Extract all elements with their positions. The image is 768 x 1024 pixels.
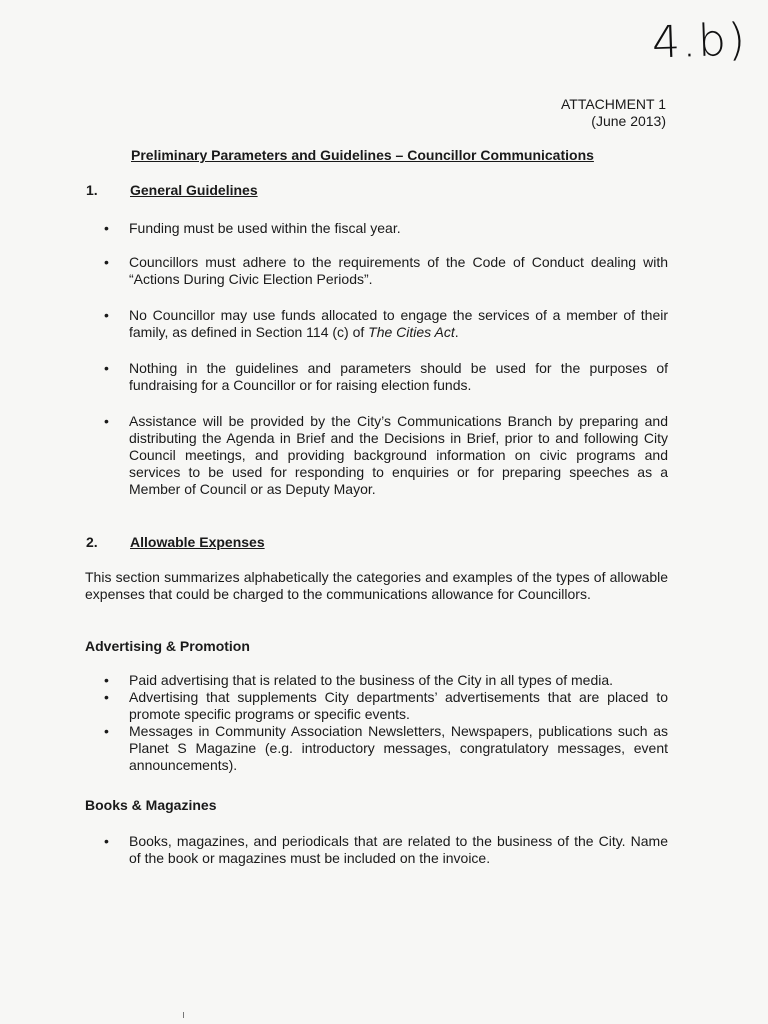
attachment-date: (June 2013) xyxy=(591,113,666,129)
attachment-label: ATTACHMENT 1 xyxy=(560,96,666,112)
section-2-intro: This section summarizes alphabetically the categories and examples of the types of allowable expenses that could be charged to the communications allowance for Councillors. xyxy=(85,569,668,602)
list-item: • Assistance will be provided by the City’s Communications Branch by preparing and distributing the Agenda in Brief and the Decisions in Brief, prior to and following City Council meetings, and providing background information on civic programs and services to be used for responding to enquiries or for preparing speeches as a Member of Council or as Deputy Mayor. xyxy=(104,413,668,498)
document-title: Preliminary Parameters and Guidelines – Councillor Communications xyxy=(131,147,594,163)
section-1-title: General Guidelines xyxy=(130,182,258,198)
section-1-number: 1. xyxy=(86,182,98,198)
act-name: The Cities Act xyxy=(368,324,455,340)
general-guidelines-list xyxy=(104,254,668,288)
attachment-header xyxy=(561,96,666,130)
books-heading: Books & Magazines xyxy=(85,797,217,813)
handwritten-annotation: 4.b) xyxy=(651,14,748,69)
list-item: • Councillors must adhere to the requirements of the Code of Conduct dealing with “Actions During Civic Election Periods”. xyxy=(104,254,668,288)
list-item: • Books, magazines, and periodicals that are related to the business of the City. Name of the book or magazines must be included on the invoice. xyxy=(104,833,668,867)
advertising-list xyxy=(104,672,668,774)
scan-mark xyxy=(183,1012,184,1018)
section-1-heading xyxy=(86,182,486,200)
advertising-heading: Advertising & Promotion xyxy=(85,638,250,654)
list-item: • Funding must be used within the fiscal year. xyxy=(104,220,668,237)
bullet-text: No Councillor may use funds allocated to engage the services of a member of their family, as defined in Section 114 (c) of xyxy=(129,307,668,340)
general-guidelines-list xyxy=(104,360,668,394)
general-guidelines-list xyxy=(104,413,668,498)
books-list xyxy=(104,833,668,867)
list-item: • Advertising that supplements City departments’ advertisements that are placed to promote specific programs or specific events. xyxy=(104,689,668,723)
section-2-number: 2. xyxy=(86,534,98,550)
list-item: • No Councillor may use funds allocated to engage the services of a member of their family, as defined in Section 114 (c) of The Cities Act. xyxy=(104,307,668,341)
section-2-heading xyxy=(86,534,486,552)
section-2-title: Allowable Expenses xyxy=(130,534,265,550)
general-guidelines-list xyxy=(104,220,668,237)
list-item: • Nothing in the guidelines and parameters should be used for the purposes of fundraising for a Councillor or for raising election funds. xyxy=(104,360,668,394)
general-guidelines-list xyxy=(104,307,668,341)
list-item: • Messages in Community Association Newsletters, Newspapers, publications such as Planet S Magazine (e.g. introductory messages, congratulatory messages, event announcements). xyxy=(104,723,668,774)
list-item: • Paid advertising that is related to the business of the City in all types of media. xyxy=(104,672,668,689)
